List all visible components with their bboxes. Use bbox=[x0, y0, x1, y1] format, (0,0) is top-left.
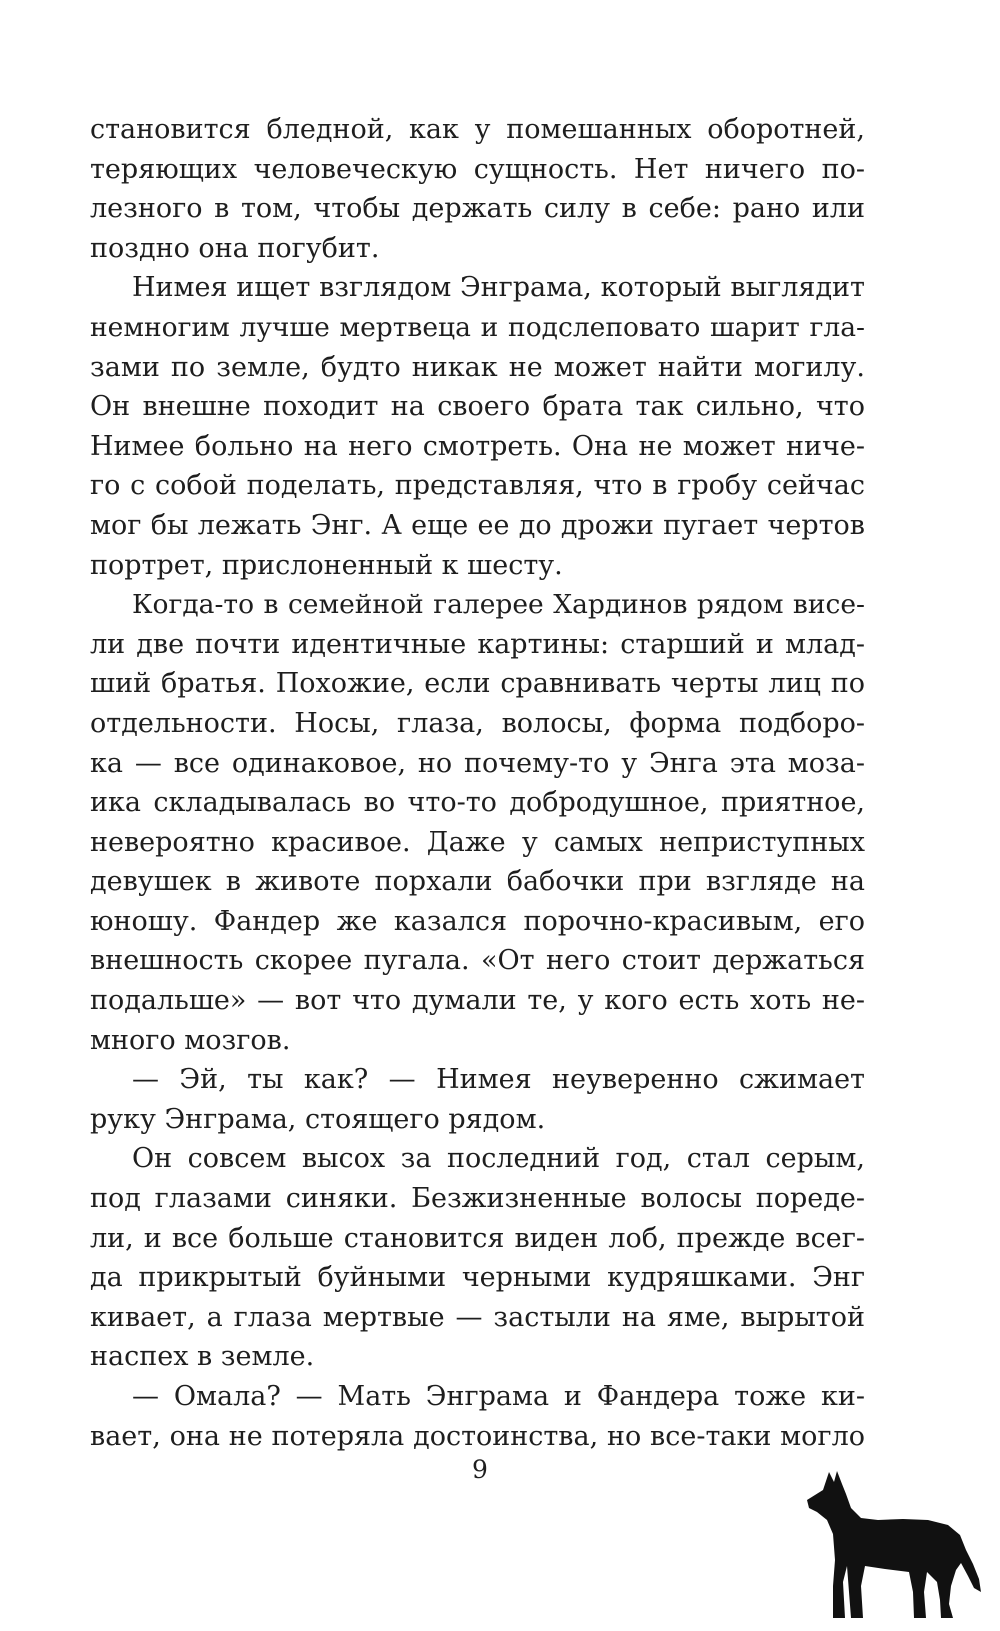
text-line: ли две почти идентичные картины: старший и млад- bbox=[90, 628, 865, 660]
text-line: — Омала? — Мать Энграма и Фандера тоже ки- bbox=[132, 1381, 865, 1412]
text-line: ика складывалась во что-то добродушное, приятное, bbox=[90, 787, 865, 819]
text-line: много мозгов. bbox=[90, 1024, 291, 1056]
text-line: зами по земле, будто никак не может найти могилу. bbox=[90, 351, 865, 383]
body-text bbox=[90, 110, 865, 1456]
text-line: вает, она не потеряла достоинства, но все-таки могло bbox=[90, 1420, 865, 1452]
text-line: становится бледной, как у помешанных оборотней, bbox=[90, 114, 865, 145]
text-line: кивает, а глаза мертвые — застыли на яме, вырытой bbox=[90, 1301, 865, 1333]
text-line: поздно она погубит. bbox=[90, 232, 380, 264]
text-line: девушек в животе порхали бабочки при взгляде на bbox=[90, 866, 865, 898]
text-line: внешность скорее пугала. «От него стоит держаться bbox=[90, 945, 865, 977]
text-line: Когда-то в семейной галерее Хардинов рядом висе- bbox=[132, 589, 865, 621]
text-line: мог бы лежать Энг. А еще ее до дрожи пугает чертов bbox=[90, 509, 865, 541]
text-line: Нимее больно на него смотреть. Она не может ниче- bbox=[90, 430, 865, 462]
text-line: руку Энграма, стоящего рядом. bbox=[90, 1103, 546, 1135]
text-line: ший братья. Похожие, если сравнивать черты лиц по bbox=[90, 668, 865, 700]
text-line: го с собой поделать, представляя, что в гробу сейчас bbox=[90, 470, 865, 502]
text-line: немногим лучше мертвеца и подслеповато шарит гла- bbox=[90, 311, 865, 343]
text-line: ли, и все больше становится виден лоб, прежде всег- bbox=[90, 1222, 865, 1254]
text-line: теряющих человеческую сущность. Нет ничего по- bbox=[90, 153, 865, 185]
page-number: 9 bbox=[472, 1455, 488, 1484]
text-line: Нимея ищет взглядом Энграма, который выглядит bbox=[132, 272, 865, 304]
text-line: под глазами синяки. Безжизненные волосы пореде- bbox=[90, 1183, 865, 1215]
wolf-silhouette-icon bbox=[803, 1468, 983, 1623]
text-line: да прикрытый буйными черными кудряшками. Энг bbox=[90, 1262, 865, 1294]
text-line: отдельности. Носы, глаза, волосы, форма подборо- bbox=[90, 707, 865, 739]
text-line: — Эй, ты как? — Нимея неуверенно сжимает bbox=[132, 1064, 865, 1096]
text-line: невероятно красивое. Даже у самых неприступных bbox=[90, 826, 865, 858]
text-line: подальше» — вот что думали те, у кого есть хоть не- bbox=[90, 985, 865, 1017]
text-line: ка — все одинаковое, но почему-то у Энга эта моза- bbox=[90, 747, 865, 779]
text-line: наспех в земле. bbox=[90, 1341, 315, 1373]
text-line: Он совсем высох за последний год, стал серым, bbox=[132, 1143, 865, 1175]
text-line: Он внешне походит на своего брата так сильно, что bbox=[90, 391, 865, 423]
text-line: портрет, прислоненный к шесту. bbox=[90, 549, 563, 581]
text-line: лезного в том, чтобы держать силу в себе: рано или bbox=[90, 193, 865, 225]
text-line: юношу. Фандер же казался порочно-красивым, его bbox=[90, 905, 865, 937]
